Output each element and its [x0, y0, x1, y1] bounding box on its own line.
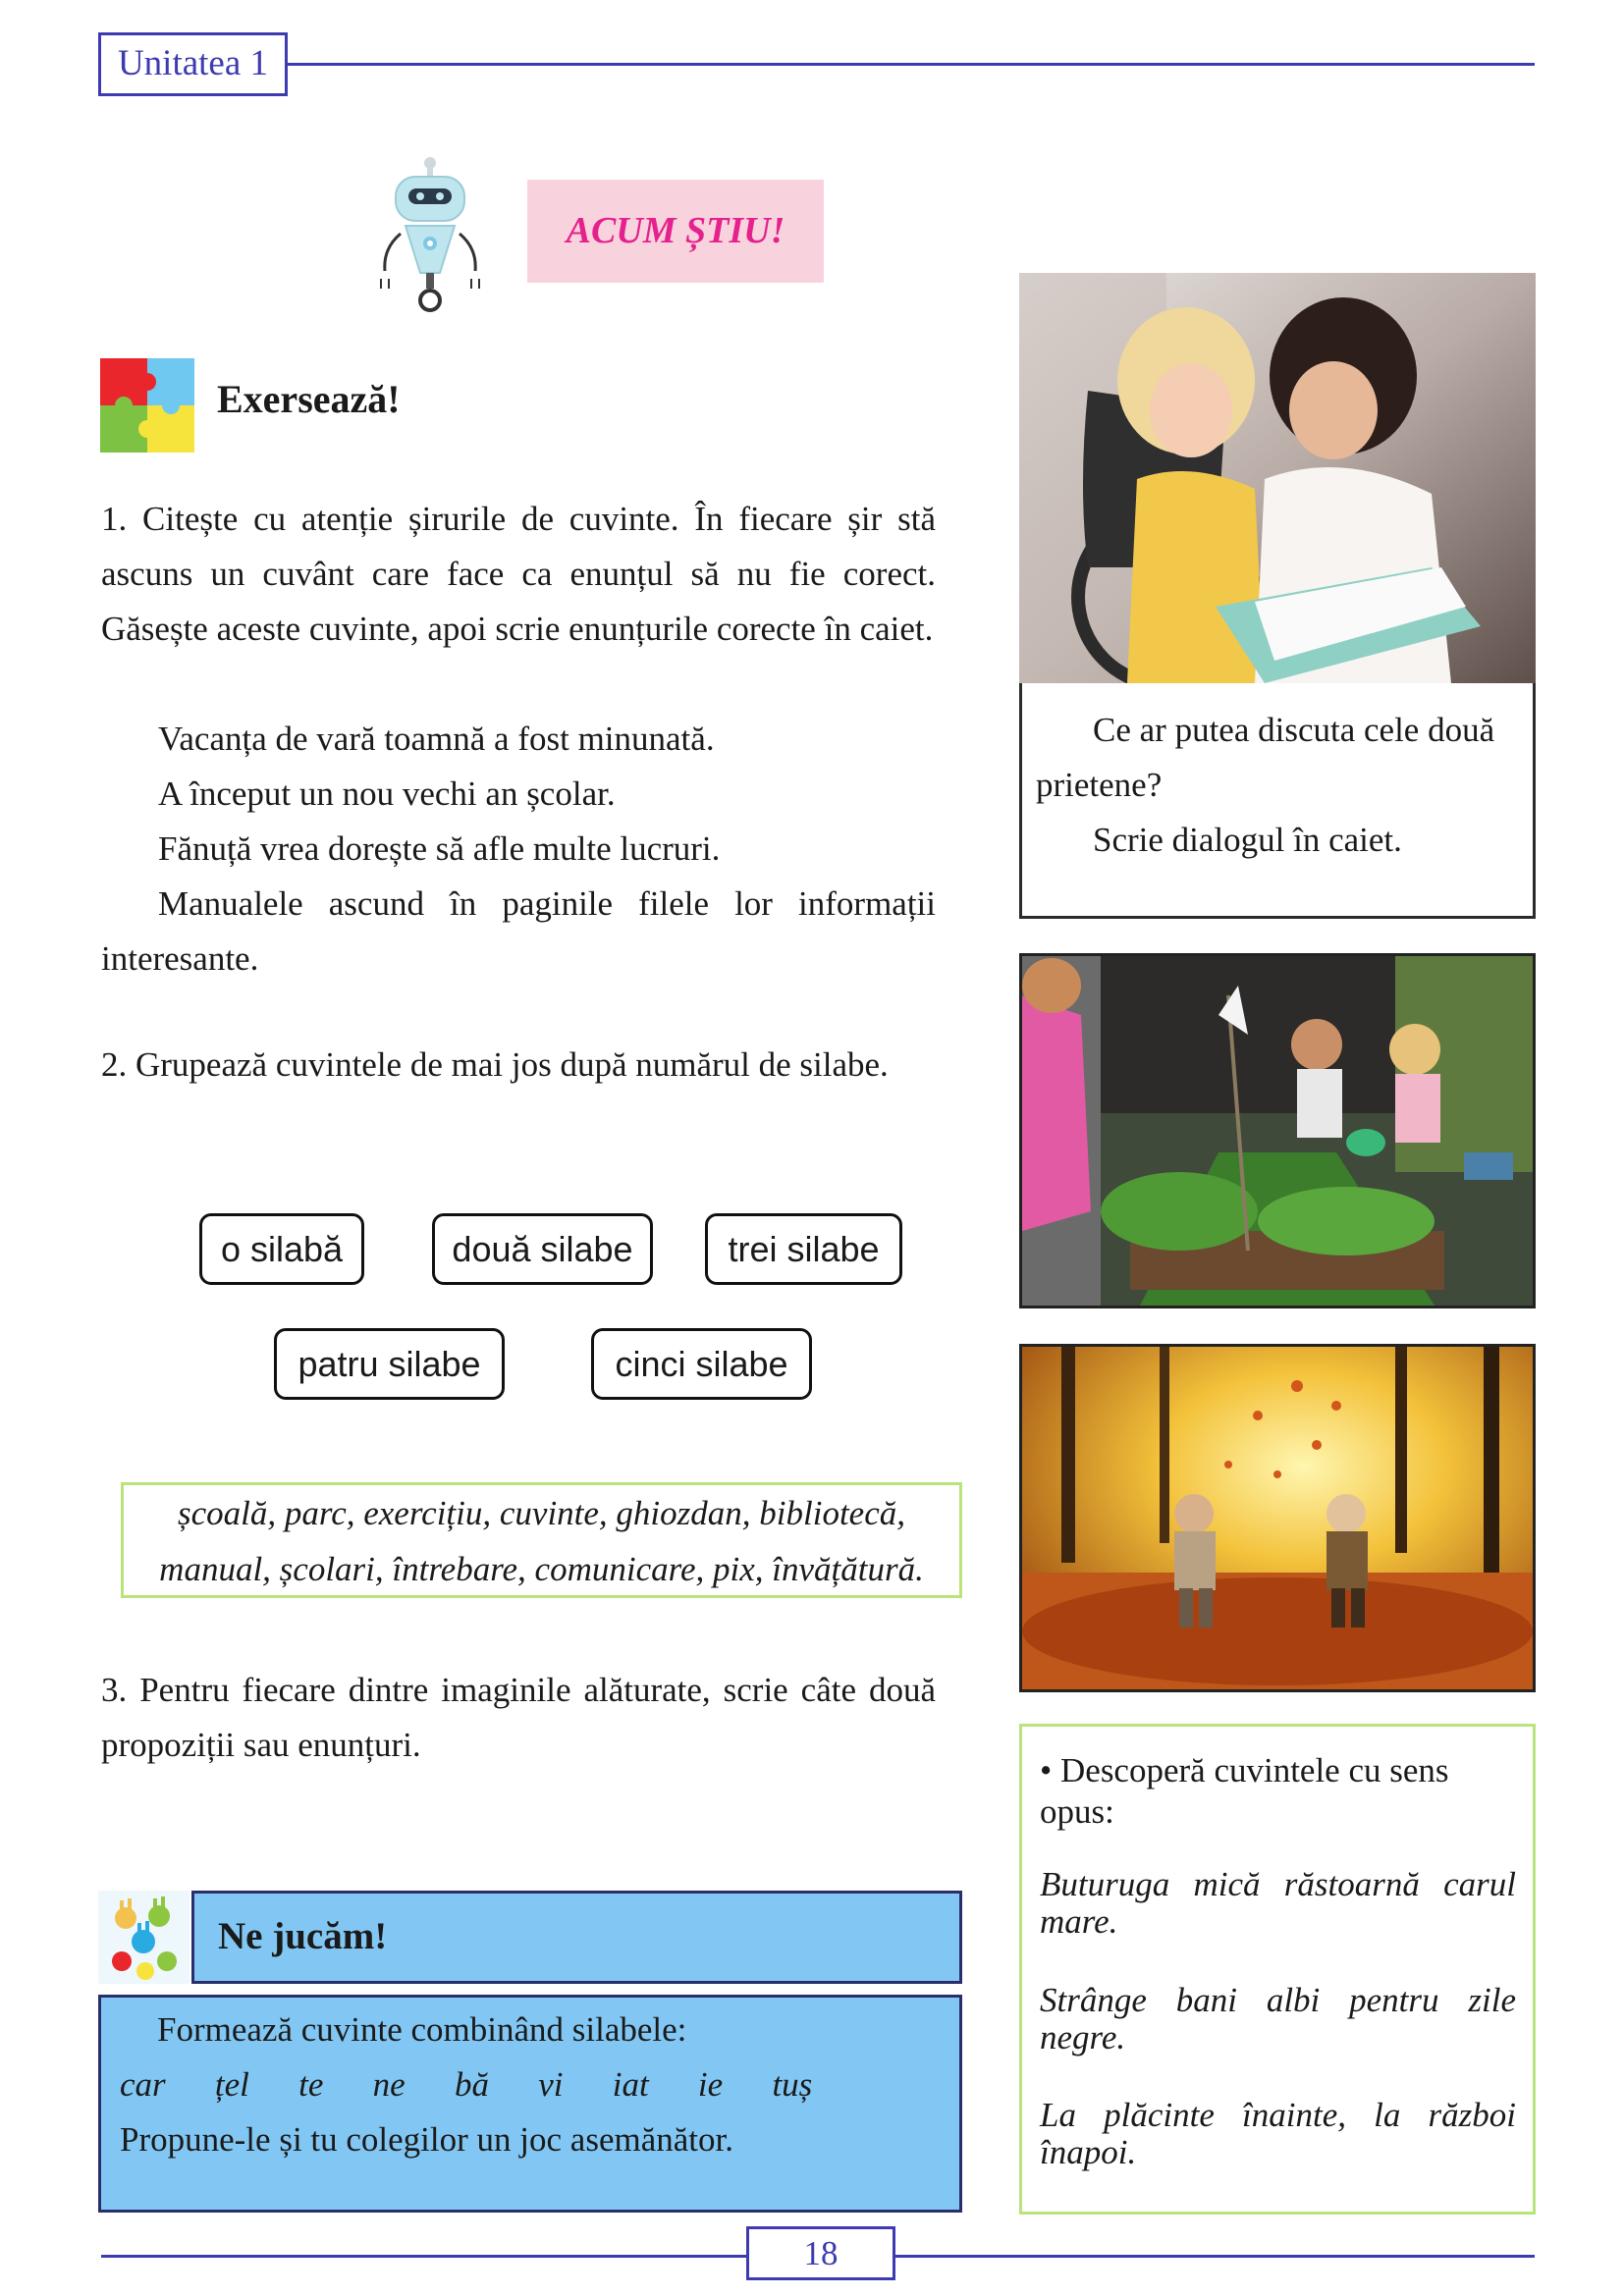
- proverbs-box: [1019, 1724, 1536, 2215]
- syllable: te: [298, 2065, 324, 2104]
- caption-box: [1019, 683, 1536, 919]
- syllable: țel: [214, 2065, 249, 2104]
- syllable: vi: [538, 2065, 564, 2104]
- proverb: Strânge bani albi pentru zile negre.: [1040, 1981, 1516, 2056]
- syllable: tuș: [772, 2065, 813, 2104]
- photo-girls-reading: [1019, 273, 1536, 683]
- proverb: La plăcinte înainte, la război înapoi.: [1040, 2096, 1516, 2171]
- proverb: Buturuga mică răstoarnă carul mare.: [1040, 1865, 1516, 1941]
- exercise-1-line: Fănuță vrea dorește să afle multe lucruri.: [158, 829, 721, 868]
- autumn-illustration: [1022, 1347, 1533, 1689]
- photo-autumn: [1019, 1344, 1536, 1692]
- syllable-row: [120, 2057, 812, 2112]
- exercise-1-line: Vacanța de vară toamnă a fost minunată.: [158, 720, 715, 758]
- syllable-category-box: trei silabe: [705, 1213, 902, 1285]
- game-box: [98, 1995, 962, 2213]
- exercise-1-intro: 1. Citește cu atenție șirurile de cuvinte. În fiecare șir stă ascuns un cuvânt care face ca enunțul să nu fie corect. Găsește aceste cuvinte, apoi scrie enunțurile corecte în caiet.: [101, 500, 936, 648]
- caption-task: Scrie dialogul în caiet.: [1093, 821, 1402, 859]
- header-rule: [288, 63, 1535, 66]
- unit-label: Unitatea 1: [98, 32, 288, 96]
- page-number: 18: [746, 2226, 895, 2280]
- syllable: ie: [697, 2065, 724, 2104]
- syllable: bă: [454, 2065, 489, 2104]
- caption-question: Ce ar putea discuta cele două prietene?: [1036, 711, 1495, 804]
- proverbs-intro: • Descoperă cuvintele cu sens opus:: [1040, 1751, 1449, 1831]
- syllable: car: [120, 2065, 166, 2104]
- game-closing: Propune-le și tu colegilor un joc asemănător.: [120, 2120, 733, 2159]
- syllable-category-box: o silabă: [199, 1213, 364, 1285]
- exercise-3-text: 3. Pentru fiecare dintre imaginile alăturate, scrie câte două propoziții sau enunțuri.: [101, 1671, 936, 1764]
- ne-jucam-heading: Ne jucăm!: [191, 1891, 962, 1984]
- puzzle-icon: [100, 358, 194, 453]
- exerseaza-heading: Exersează!: [217, 377, 401, 421]
- syllable-category-box: patru silabe: [274, 1328, 505, 1400]
- photo-garden: [1019, 953, 1536, 1308]
- garden-illustration: [1022, 956, 1533, 1306]
- exercise-1-line: A început un nou vechi an școlar.: [158, 774, 616, 813]
- hands-icon: [98, 1891, 189, 1984]
- word-list-line: școală, parc, exercițiu, cuvinte, ghiozdan, bibliotecă,: [178, 1494, 905, 1532]
- syllable: iat: [612, 2065, 649, 2104]
- game-instruction: Formează cuvinte combinând silabele:: [157, 2010, 687, 2049]
- syllable-category-box: două silabe: [432, 1213, 653, 1285]
- word-list-box: [121, 1482, 962, 1598]
- syllable-category-box: cinci silabe: [591, 1328, 812, 1400]
- acum-stiu-banner: ACUM ȘTIU!: [527, 180, 824, 283]
- syllable: ne: [372, 2065, 406, 2104]
- exercise-2-text: 2. Grupează cuvintele de mai jos după numărul de silabe.: [101, 1045, 889, 1084]
- robot-icon: [371, 155, 489, 317]
- exercise-1-line: Manualele ascund în paginile filele lor informații interesante.: [101, 884, 936, 978]
- word-list-line: manual, școlari, întrebare, comunicare, pix, învățătură.: [159, 1550, 924, 1588]
